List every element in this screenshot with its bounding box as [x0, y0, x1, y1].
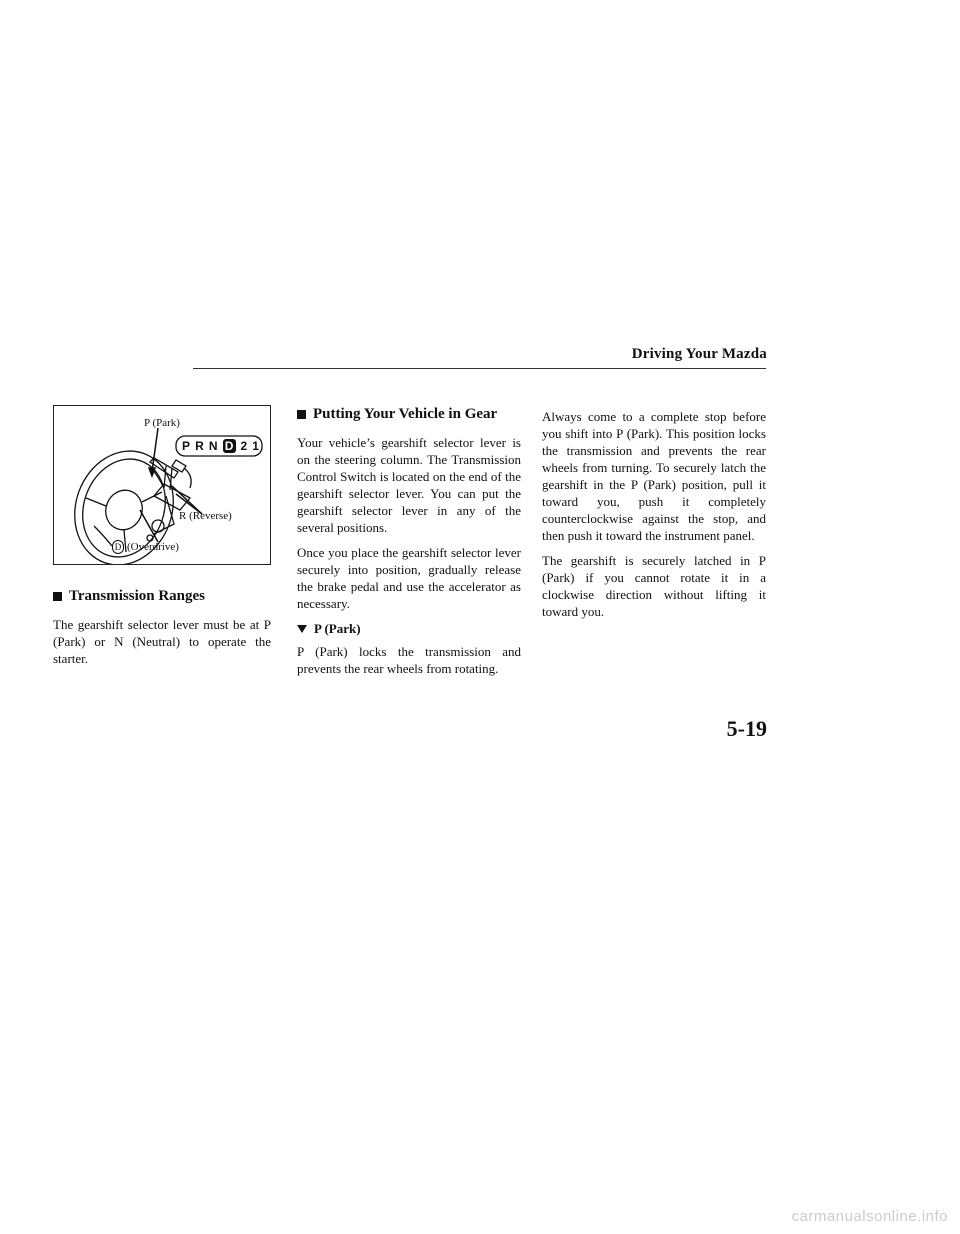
subheading-park-text: P (Park) [314, 621, 361, 636]
heading-transmission-ranges-text: Transmission Ranges [69, 588, 205, 604]
square-bullet-icon [297, 410, 306, 419]
watermark: carmanualsonline.info [791, 1208, 948, 1225]
page-header-title: Driving Your Mazda [631, 346, 767, 362]
indicator-2: 2 [240, 439, 249, 453]
gearshift-illustration [53, 405, 271, 565]
subheading-park [297, 620, 521, 637]
transmission-ranges-text: The gearshift selector lever must be at P (Park) or N (Neutral) to operate the starter. [53, 617, 271, 666]
triangle-bullet-icon [297, 625, 307, 633]
label-overdrive [112, 540, 179, 554]
heading-transmission-ranges [53, 586, 271, 606]
park-instructions-paragraph-1: Always come to a complete stop before you shift into P (Park). This position locks the transmission and prevents the rear wheels from turning. To securely latch the gearshift in the P (Park) position, pull it toward you, push it completely counterclockwise against the stop, and then push it toward the instrument panel. [542, 409, 766, 543]
indicator-d: D [224, 439, 235, 453]
indicator-r: R [195, 439, 205, 453]
label-park: P (Park) [144, 417, 180, 429]
square-bullet-icon [53, 592, 62, 601]
indicator-p: P [182, 439, 192, 453]
indicator-n: N [208, 439, 219, 453]
header-divider [193, 368, 766, 369]
column-left [53, 586, 271, 675]
gear-indicator [182, 439, 260, 453]
indicator-1: 1 [252, 439, 260, 453]
heading-putting-in-gear-text: Putting Your Vehicle in Gear [313, 406, 498, 422]
overdrive-symbol: D [112, 540, 124, 554]
heading-putting-in-gear [297, 404, 521, 424]
overdrive-text: (Overdrive) [127, 541, 179, 553]
column-right [542, 408, 766, 628]
putting-in-gear-paragraph-2: Once you place the gearshift selector lever securely into position, gradually release the brake pedal and use the accelerator as necessary. [297, 545, 521, 611]
page-number: 5-19 [726, 716, 767, 741]
park-instructions-paragraph-2: The gearshift is securely latched in P (Park) if you cannot rotate it in a clockwise direction without lifting it toward you. [542, 553, 766, 619]
park-text: P (Park) locks the transmission and prevents the rear wheels from rotating. [297, 644, 521, 676]
column-middle [297, 404, 521, 685]
putting-in-gear-paragraph-1: Your vehicle’s gearshift selector lever is on the steering column. The Transmission Control Switch is located on the end of the gearshift selector lever. You can put the gearshift selector lever in any of the several positions. [297, 435, 521, 535]
label-reverse: R (Reverse) [179, 510, 232, 522]
